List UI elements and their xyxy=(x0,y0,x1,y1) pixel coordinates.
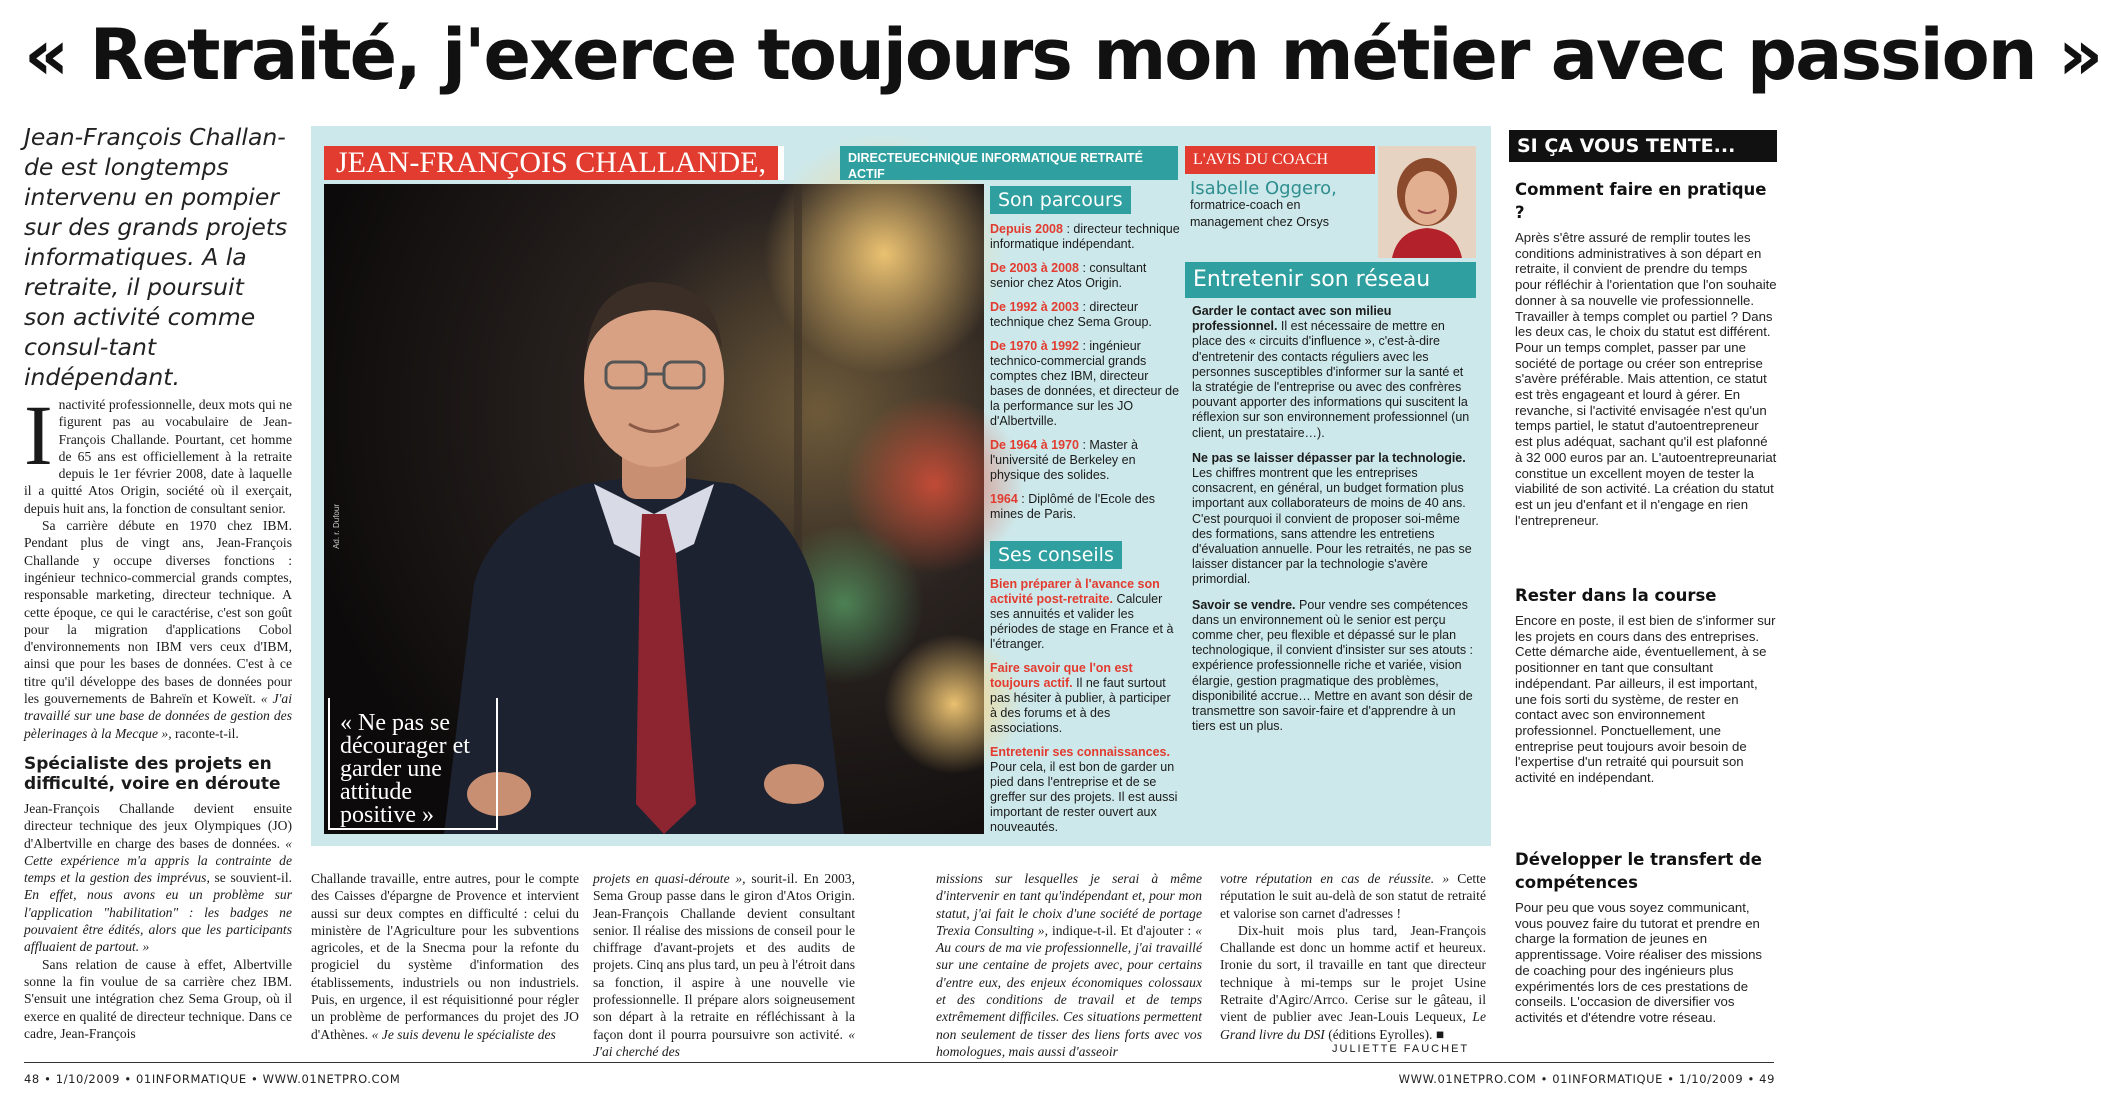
parcours-item-heading: 1964 xyxy=(990,492,1018,506)
reseau-item xyxy=(1192,304,1474,441)
reseau-item-text: Il est nécessaire de mettre en place des « circuits d'influence », c'est-à-dire d'entretenir des contacts réguliers avec les personnes susceptibles d'informer sur la santé et la stratégie de l'entreprise ou avec des confrères pouvant apporter des informations qui suscitent la réflexion sur son environnement professionnel (un client, un prestataire…). xyxy=(1192,319,1470,440)
page-headline: « Retraité, j'exerce toujours mon métier avec passion » xyxy=(24,14,2101,96)
parcours-item-text: : directeur technique chez Sema Group. xyxy=(990,300,1152,329)
parcours-item-text: : consultant senior chez Atos Origin. xyxy=(990,261,1147,290)
parcours-item-text: : Master à l'université de Berkeley en physique des solides. xyxy=(990,438,1139,482)
reseau-title: Entretenir son réseau xyxy=(1185,262,1476,298)
article-text: Sa carrière débute en 1970 chez IBM. Pendant plus de vingt ans, Jean-François Challande y occupe diverses fonctions : ingénieur technico-commercial grands comptes, responsable marketing, directeur technique. A cette époque, ce qui le caractérise, c'est son goût pour la migration d'applications Cobol d'environnements non IBM vers ceux d'IBM, ainsi que pour les bases de données. C'est à ce titre qu'il développe des bases de données pour les gouvernements de Bahreïn et Koweït. xyxy=(24,518,292,707)
reseau-item xyxy=(1192,451,1474,588)
article-quote: « Au cours de ma vie professionnelle, j'ai travaillé sur une centaine de projets avec, pour certains d'entre eux, des enjeux économiques colossaux et des conditions de travail et de temps extrêmement difficiles. Ces situations permettent non seulement de tisser des liens forts avec vos homologues, mais aussi d'asseoir xyxy=(936,922,1202,1059)
sidebar-heading: Comment faire en pratique ? xyxy=(1515,180,1767,222)
parcours-item-heading: Depuis 2008 xyxy=(990,222,1063,236)
article-column-4 xyxy=(936,870,1202,1060)
reseau-item-heading: Ne pas se laisser dépasser par la technologie. xyxy=(1192,450,1466,465)
article-quote: votre réputation en cas de réussite. » xyxy=(1220,871,1450,886)
conseil-item-heading: Entretenir ses connaissances. xyxy=(990,745,1170,759)
article-text: (éditions Eyrolles). ■ xyxy=(1328,1026,1445,1042)
sidebar-section-3 xyxy=(1515,848,1777,1026)
name-banner: JEAN-FRANÇOIS CHALLANDE, xyxy=(324,146,784,180)
book-title: Le Grand livre du DSI xyxy=(1220,1009,1486,1042)
sidebar-title: SI ÇA VOUS TENTE... xyxy=(1509,130,1777,162)
article-text: Jean-François Challande devient ensuite directeur technique des jeux Olympiques (JO) d'Albertville en charge des bases de données. xyxy=(24,800,292,851)
parcours-item-heading: De 1992 à 2003 xyxy=(990,300,1079,314)
conseil-item-text: Calculer ses annuités et valider les périodes de stage en France et à l'étranger. xyxy=(990,592,1174,651)
footer-rule xyxy=(24,1062,1774,1063)
sidebar-section-1 xyxy=(1515,178,1777,528)
reseau-item-heading: Savoir se vendre. xyxy=(1192,597,1296,612)
article-quote: missions sur lesquelles je serai à même d'intervenir en tant qu'indépendant et, pour mon statut, j'ai fait le choix d'une société de portage Trexia Consulting », xyxy=(936,871,1202,938)
sidebar-heading: Développer le transfert de compétences xyxy=(1515,850,1762,892)
article-text: raconte-t-il. xyxy=(175,725,239,741)
parcours-item-heading: De 1970 à 1992 xyxy=(990,339,1079,353)
reseau-panel xyxy=(1192,304,1474,744)
article-quote: « Cette expérience m'a appris la contrainte de temps et la gestion des imprévus, xyxy=(24,835,293,886)
article-text: indique-t-il. Et d'ajouter : xyxy=(1051,922,1192,938)
coach-name: Isabelle Oggero, xyxy=(1190,178,1337,199)
conseil-item xyxy=(990,661,1180,736)
coach-photo xyxy=(1378,146,1476,258)
conseil-item-heading: Bien préparer à l'avance son activité post-retraite. xyxy=(990,577,1160,606)
parcours-item xyxy=(990,300,1180,330)
article-text: Cette réputation le suit au-delà de son statut de retraité et valorise son carnet d'adresses ! xyxy=(1220,871,1486,921)
parcours-item xyxy=(990,261,1180,291)
article-quote: « Je suis devenu le spécialiste des xyxy=(371,1026,556,1042)
role-banner: DIRECTEUECHNIQUE INFORMATIQUE RETRAITÉ ACTIF xyxy=(840,146,1178,180)
sidebar-text: Encore en poste, il est bien de s'informer sur les projets en cours dans des entreprises. Cette démarche aide, éventuellement, à se positionner en tant que consultant indépendant. Par ailleurs, il est important, une fois sorti du système, de rester en contact avec son environnement professionnel. Ponctuellement, une entreprise peut toujours avoir besoin de l'expertise d'un retraité qui poursuit son activité en indépendant. xyxy=(1515,613,1776,786)
article-column-5 xyxy=(1220,870,1486,1043)
parcours-item-heading: De 2003 à 2008 xyxy=(990,261,1079,275)
conseil-item-heading: Faire savoir que l'on est toujours actif. xyxy=(990,661,1133,690)
parcours-list xyxy=(990,222,1180,522)
article-text: sourit-il. En 2003, Sema Group passe dans le giron d'Atos Origin. Jean-François Challande devient consultant senior. Il réalise des missions de conseil pour le chiffrage d'avant-projets et des audits de projets. Cinq ans plus tard, un peu à l'étroit dans sa fonction, il aspire à une nouvelle vie professionnelle. Il prépare alors soigneusement son départ à la retraite en réfléchissant à la façon dont il pourra poursuivre son activité. xyxy=(593,871,855,1042)
reseau-item xyxy=(1192,598,1474,735)
article-quote: « J'ai travaillé sur une base de données de gestion des pèlerinages à la Mecque », xyxy=(24,691,292,741)
pull-quote: « Ne pas se décourager et garder une attitude positive » xyxy=(328,698,498,830)
coach-title: formatrice-coach en management chez Orsys xyxy=(1190,198,1329,229)
footer-left: 48 • 1/10/2009 • 01INFORMATIQUE • WWW.01NETPRO.COM xyxy=(24,1072,401,1086)
parcours-item-text: : Diplômé de l'Ecole des mines de Paris. xyxy=(990,492,1155,521)
conseils-list xyxy=(990,577,1180,835)
sidebar-heading: Rester dans la course xyxy=(1515,586,1717,605)
article-column-1 xyxy=(24,387,293,1042)
parcours-item xyxy=(990,492,1180,522)
article-column-3 xyxy=(593,870,855,1060)
conseil-item xyxy=(990,577,1180,652)
conseil-item-text: Il ne faut surtout pas hésiter à publier, à participer à des forums et à des associations. xyxy=(990,676,1171,735)
sidebar-section-2 xyxy=(1515,584,1777,786)
article-text: Dix-huit mois plus tard, Jean-François Challande est donc un homme actif et heureux. Ironie du sort, il travaille en tant que directeur technique à mi-temps sur le projet Usine Retraite d'Agirc/Arrco. Cerise sur le gâteau, il vient de publier avec Jean-Louis Lequeux, xyxy=(1220,922,1486,1025)
coach-portrait xyxy=(1378,146,1476,258)
parcours-item xyxy=(990,222,1180,252)
parcours-item-text: : directeur technique informatique indépendant. xyxy=(990,222,1180,251)
article-quote: projets en quasi-déroute », xyxy=(593,871,746,886)
parcours-item xyxy=(990,339,1180,429)
article-intro: nactivité professionnelle, deux mots qui ne figurent pas au vocabulaire de Jean-François Challande. Pourtant, cet homme de 65 ans est officiellement à la retraite depuis le 1er février 2008, date à laquelle il a quitté Atos Origin, société où il exerçait, depuis huit ans, la fonction de consultant senior. xyxy=(24,397,292,516)
author-byline: JULIETTE FAUCHET xyxy=(1332,1043,1470,1055)
conseils-title: Ses conseils xyxy=(990,541,1122,569)
coach-info xyxy=(1190,180,1375,231)
article-text: Sans relation de cause à effet, Albertville sonne la fin voulue de sa carrière chez IBM. S'ensuit une intégration chez Sema Group, où il exerce en qualité de directeur technique. Dans ce cadre, Jean-François xyxy=(24,956,292,1041)
conseil-item-text: Pour cela, il est bon de garder un pied dans l'entreprise et de se greffer sur des projets. Il est aussi important de rester ouvert aux nouveautés. xyxy=(990,760,1178,834)
drop-cap: I xyxy=(24,387,53,483)
photo-credit: Ad. r. Dufour xyxy=(332,504,341,549)
sidebar-text: Après s'être assuré de remplir toutes les conditions administratives à son départ en retraite, il convient de prendre du temps pour réfléchir à l'orientation que l'on souhaite donner à sa nouvelle vie professionnelle. Travailler à temps complet ou partiel ? Dans les deux cas, le choix du statut est différent. Pour un temps complet, passer par une société de portage ou créer son entreprise s'avère préférable. Mais attention, ce statut est très engageant et lourd à gérer. En revanche, si l'activité envisagée n'est qu'un temps partiel, le statut d'autoentrepreneur est plus adéquat, sachant qu'il est plafonné à 32 000 euros par an. L'autoentrepreunariat constitue un excellent moyen de tester la viabilité de son activité. La création du statut est un jeu d'enfant et il n'engage en rien l'entrepreneur. xyxy=(1515,230,1777,528)
reseau-item-text: Les chiffres montrent que les entreprises consacrent, en général, un budget formation plus important aux collaborateurs de moins de 40 ans. C'est pourquoi il convient de proposer soi-même des formations, sans attendre les entretiens d'évaluation annuelle. Pour les retraités, ne pas se laisser distancer par la technologie s'avère primordial. xyxy=(1192,466,1472,587)
reseau-item-heading: Garder le contact avec son milieu professionnel. xyxy=(1192,304,1392,334)
parcours-item-text: : ingénieur technico-commercial grands comptes chez IBM, directeur bases de données, et directeur de la performance sur les JO d'Albertville. xyxy=(990,339,1180,428)
coach-tag: L'AVIS DU COACH xyxy=(1185,146,1375,174)
footer-right: WWW.01NETPRO.COM • 01INFORMATIQUE • 1/10/2009 • 49 xyxy=(1398,1072,1775,1086)
parcours-panel xyxy=(990,186,1180,844)
article-subheading: Spécialiste des projets en difficulté, voire en déroute xyxy=(24,753,281,794)
article-quote: En effet, nous avons eu un problème sur l'application "habilitation" : les badges ne pouvaient être édités, alors que les participants affluaient de partout. » xyxy=(24,887,292,955)
article-text: Challande travaille, entre autres, pour le compte des Caisses d'épargne de Provence et intervient aussi sur deux comptes en difficulté : celui du ministère de l'Agriculture pour les subventions agricoles, et de la Snecma pour la refonte du progiciel du système d'information des établissements, industriels ou non industriels. Puis, en urgence, il est réquisitionné pour régler un problème de performances du projet des JO d'Athènes. xyxy=(311,871,579,1042)
parcours-item xyxy=(990,438,1180,483)
article-column-2 xyxy=(311,870,579,1043)
article-text: se souvient-il. xyxy=(214,870,292,886)
conseil-item xyxy=(990,745,1180,835)
parcours-item-heading: De 1964 à 1970 xyxy=(990,438,1079,452)
sidebar-text: Pour peu que vous soyez communicant, vous pouvez faire du tutorat et prendre en charge la formation de jeunes en apprentissage. Voire réaliser des missions de coaching pour des ingénieurs plus expérimentés lors de ces prestations de conseils. L'occasion de diversifier vos activités et d'étendre votre réseau. xyxy=(1515,900,1763,1025)
lede-paragraph: Jean-François Challan-de est longtemps intervenu en pompier sur des grands projets informatiques. A la retraite, il poursuit son activité comme consul-tant indépendant. xyxy=(24,123,288,391)
parcours-title: Son parcours xyxy=(990,186,1131,214)
article-quote: « J'ai cherché des xyxy=(593,1026,855,1059)
reseau-item-text: Pour vendre ses compétences dans un environnement où le senior est perçu comme cher, peu flexible et dépassé sur le plan technologique, il convient d'insister sur ses atouts : expérience professionnelle riche et variée, vision élargie, gestion pragmatique des problèmes, disponibilité accrue… Mettre en avant son désir de transmettre son savoir-faire et d'apprendre à un tiers est un plus. xyxy=(1192,597,1474,734)
